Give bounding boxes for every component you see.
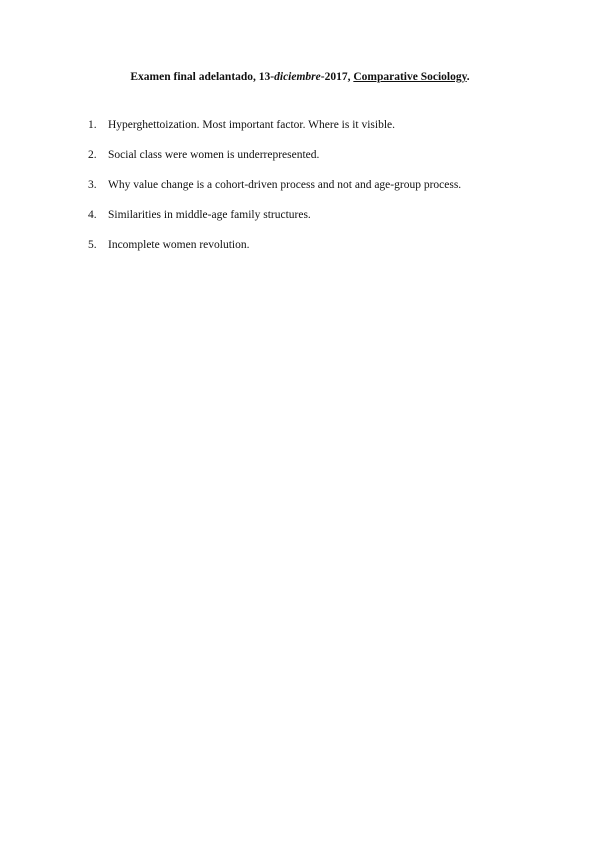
title-period: . [466,71,470,83]
question-item-2 [88,146,461,176]
question-number: 1. [88,119,97,131]
question-list [88,116,461,266]
question-number: 4. [88,209,97,221]
title-text: Examen final adelantado, 13- [130,71,275,83]
title-year: -2017, [320,71,354,83]
question-item-4 [88,206,461,236]
question-text: Similarities in middle-age family structures. [108,209,311,221]
question-item-5 [88,236,461,266]
question-item-1 [88,116,461,146]
question-text: Why value change is a cohort-driven process and not and age-group process. [108,179,462,191]
question-text: Social class were women is underrepresented. [108,149,320,161]
title-course: Comparative Sociology [353,71,467,83]
question-number: 3. [88,179,97,191]
question-number: 5. [88,239,97,251]
title-month: diciembre [274,71,321,83]
question-number: 2. [88,149,97,161]
page-title [0,71,600,83]
question-text: Hyperghettoization. Most important factor. Where is it visible. [108,119,396,131]
question-item-3 [88,176,461,206]
question-text: Incomplete women revolution. [108,239,250,251]
